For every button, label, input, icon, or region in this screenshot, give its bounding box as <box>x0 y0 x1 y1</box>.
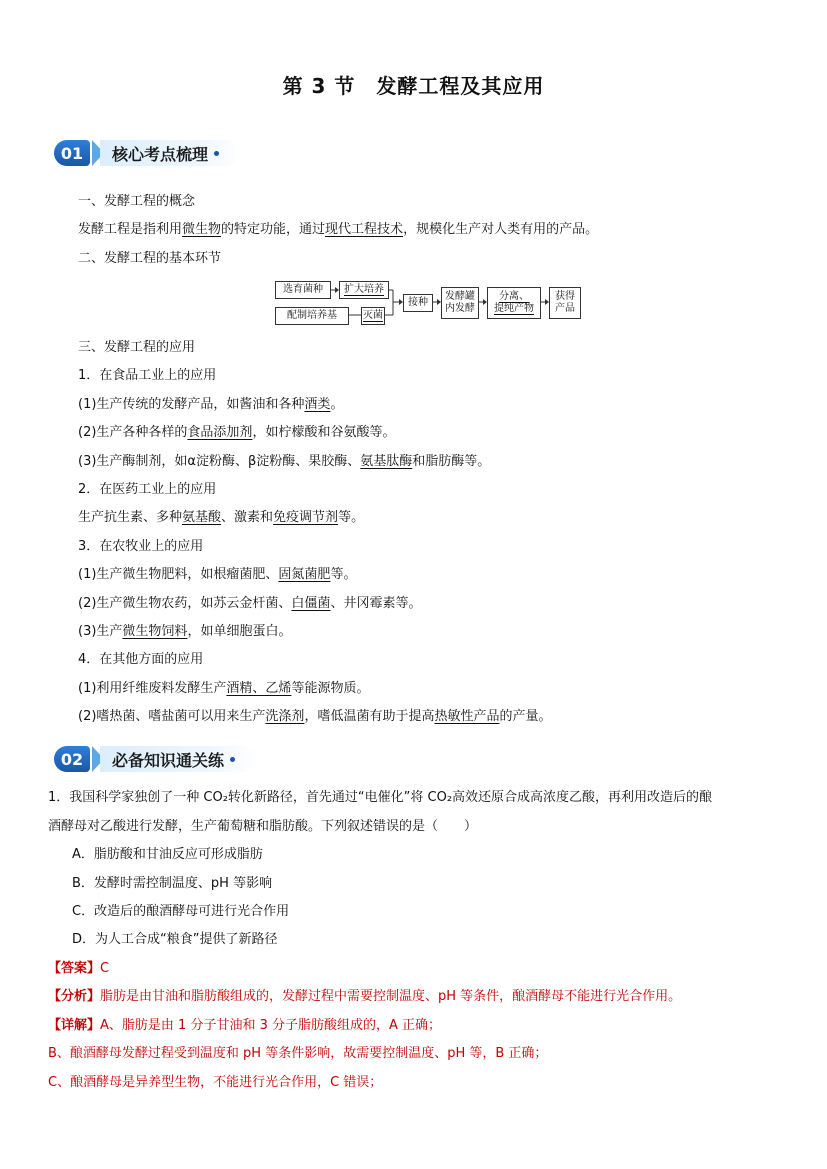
section-label: 核心考点梳理 <box>100 140 241 166</box>
med-heading: 2．在医药工业上的应用 <box>78 482 217 497</box>
med-item-1: 生产抗生素、多种氨基酸、激素和免疫调节剂等。 <box>78 510 365 525</box>
dot-icon <box>230 757 235 762</box>
section-label: 必备知识通关练 <box>100 746 257 772</box>
step-scale-up: 扩大培养 <box>339 281 389 299</box>
step-prepare-medium: 配制培养基 <box>275 307 349 325</box>
step-select-strain: 选育菌种 <box>275 281 331 299</box>
other-heading: 4．在其他方面的应用 <box>78 652 204 667</box>
other-item-1: (1)利用纤维废料发酵生产酒精、乙烯等能源物质。 <box>78 681 370 696</box>
food-heading: 1．在食品工业上的应用 <box>78 368 217 383</box>
option-d: D．为人工合成“粮食”提供了新路径 <box>72 932 278 947</box>
agri-item-1: (1)生产微生物肥料，如根瘤菌肥、固氮菌肥等。 <box>78 567 357 582</box>
other-item-2: (2)嗜热菌、嗜盐菌可以用来生产洗涤剂，嗜低温菌有助于提高热敏性产品的产量。 <box>78 709 552 724</box>
detail-line-1: 【详解】A、脂肪是由 1 分子甘油和 3 分子脂肪酸组成的，A 正确； <box>48 1018 442 1033</box>
food-item-2: (2)生产各种各样的食品添加剂，如柠檬酸和谷氨酸等。 <box>78 425 396 440</box>
answer-line: 【答案】C <box>48 961 110 976</box>
concept-text: 发酵工程是指利用微生物的特定功能，通过现代工程技术，规模化生产对人类有用的产品。 <box>78 222 599 237</box>
section-number: 01 <box>54 140 90 166</box>
question-stem-line-2: 酒酵母对乙酸进行发酵，生产葡萄糖和脂肪酸。下列叙述错误的是（ ） <box>48 819 478 834</box>
question-stem-line-1: 1．我国科学家独创了一种 CO₂转化新路径，首先通过“电催化”将 CO₂高效还原合成高浓度乙酸，再利用改造后的酿 <box>48 790 713 805</box>
dot-icon <box>214 151 219 156</box>
step-tank-fermentation: 发酵罐 内发酵 <box>441 287 479 319</box>
agri-heading: 3．在农牧业上的应用 <box>78 539 204 554</box>
food-item-3: (3)生产酶制剂，如α淀粉酶、β淀粉酶、果胶酶、氨基肽酶和脂肪酶等。 <box>78 454 491 469</box>
section-badge-core <box>54 138 241 168</box>
food-item-1: (1)生产传统的发酵产品，如酱油和各种酒类。 <box>78 397 344 412</box>
detail-line-2: B、酿酒酵母发酵过程受到温度和 pH 等条件影响，故需要控制温度、pH 等，B 正确； <box>48 1046 548 1061</box>
step-obtain-product: 获得 产品 <box>549 287 581 319</box>
step-sterilize: 灭菌 <box>361 307 385 325</box>
section-number: 02 <box>54 746 90 772</box>
page-title: 第 3 节 发酵工程及其应用 <box>282 74 545 98</box>
step-inoculate: 接种 <box>403 294 433 312</box>
analysis-line: 【分析】脂肪是由甘油和脂肪酸组成的，发酵过程中需要控制温度、pH 等条件，酿酒酵母不能进行光合作用。 <box>48 989 682 1004</box>
fermentation-steps-diagram <box>275 281 580 323</box>
option-b: B．发酵时需控制温度、pH 等影响 <box>72 876 273 891</box>
section-badge-practice <box>54 744 257 774</box>
agri-item-3: (3)生产微生物饲料，如单细胞蛋白。 <box>78 624 292 639</box>
detail-line-3: C、酿酒酵母是异养型生物，不能进行光合作用，C 错误； <box>48 1075 383 1090</box>
concept-heading: 一、发酵工程的概念 <box>78 194 196 209</box>
agri-item-2: (2)生产微生物农药，如苏云金杆菌、白僵菌、井冈霉素等。 <box>78 596 422 611</box>
step-separate-purify: 分离、 提纯产物 <box>487 287 541 319</box>
option-c: C．改造后的酿酒酵母可进行光合作用 <box>72 904 290 919</box>
steps-heading: 二、发酵工程的基本环节 <box>78 251 222 266</box>
option-a: A．脂肪酸和甘油反应可形成脂肪 <box>72 847 263 862</box>
apps-heading: 三、发酵工程的应用 <box>78 340 196 355</box>
